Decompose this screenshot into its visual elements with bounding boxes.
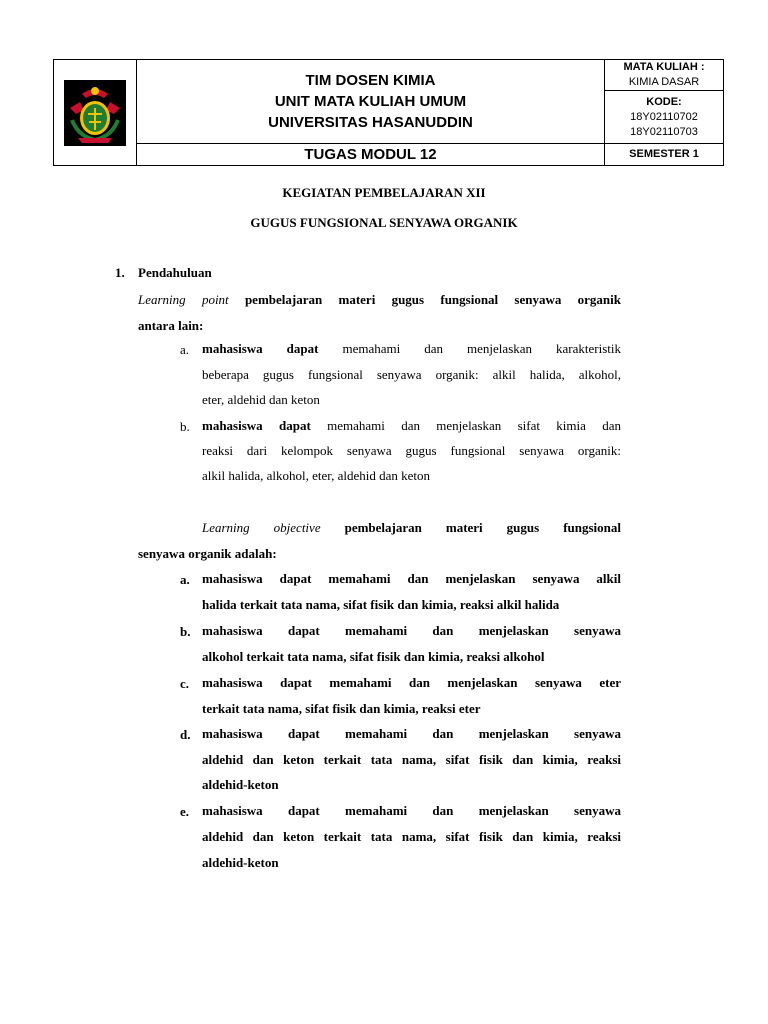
list-item-line: aldehid-keton bbox=[202, 855, 279, 870]
list-item-line: aldehid-keton bbox=[202, 777, 279, 792]
list-item-line: alkohol terkait tata nama, sifat fisik dan kimia, reaksi alkohol bbox=[202, 649, 545, 664]
learning-objective-text: pembelajaran materi gugus fungsional bbox=[344, 520, 621, 535]
section-title: Pendahuluan bbox=[138, 265, 212, 280]
list-item-line: mahasiswa dapat memahami dan menjelaskan senyawa bbox=[202, 726, 621, 741]
code-label: KODE: bbox=[646, 95, 682, 108]
list-marker: b. bbox=[180, 419, 190, 434]
learning-point-term: Learning point bbox=[138, 292, 229, 307]
list-item-line: aldehid dan keton terkait tata nama, sifat fisik dan kimia, reaksi bbox=[202, 752, 621, 767]
list-marker: d. bbox=[180, 727, 191, 742]
course-value: KIMIA DASAR bbox=[628, 76, 700, 88]
code-value: 18Y02110703 bbox=[630, 125, 698, 138]
activity-title: KEGIATAN PEMBELAJARAN XII bbox=[282, 185, 486, 200]
topic-title: GUGUS FUNGSIONAL SENYAWA ORGANIK bbox=[250, 215, 518, 230]
list-item-line bbox=[202, 336, 621, 361]
list-item-lead: mahasiswa dapat bbox=[202, 341, 319, 356]
code-value: 18Y02110702 bbox=[630, 110, 698, 123]
module-title: TUGAS MODUL 12 bbox=[137, 144, 605, 166]
list-item-line: mahasiswa dapat memahami dan menjelaskan senyawa bbox=[202, 623, 621, 638]
list-marker: a. bbox=[180, 572, 190, 587]
list-item-line: alkil halida, alkohol, eter, aldehid dan keton bbox=[202, 468, 430, 483]
list-item-line: halida terkait tata nama, sifat fisik dan kimia, reaksi alkil halida bbox=[202, 597, 560, 612]
list-item-line bbox=[202, 413, 621, 438]
learning-point-intro-cont: antara lain: bbox=[138, 318, 204, 333]
list-marker: e. bbox=[180, 804, 190, 819]
learning-point-intro bbox=[138, 287, 621, 312]
institution-line: UNIVERSITAS HASANUDDIN bbox=[268, 114, 473, 131]
list-item-line: beberapa gugus fungsional senyawa organik: alkil halida, alkohol, bbox=[202, 367, 621, 382]
list-item-line: terkait tata nama, sifat fisik dan kimia, reaksi eter bbox=[202, 701, 481, 716]
institution-line: TIM DOSEN KIMIA bbox=[305, 72, 436, 89]
list-item-lead: mahasiswa dapat bbox=[202, 418, 311, 433]
list-marker: a. bbox=[180, 342, 190, 357]
learning-objective-intro-cont: senyawa organik adalah: bbox=[138, 546, 277, 561]
section-number: 1. bbox=[115, 265, 125, 280]
course-label: MATA KULIAH : bbox=[623, 61, 705, 73]
learning-objective-term: Learning objective bbox=[202, 520, 321, 535]
list-item-line: mahasiswa dapat memahami dan menjelaskan senyawa bbox=[202, 803, 621, 818]
list-item-text: memahami dan menjelaskan karakteristik bbox=[342, 341, 622, 356]
institution-line: UNIT MATA KULIAH UMUM bbox=[274, 93, 467, 110]
list-item-text: memahami dan menjelaskan sifat kimia dan bbox=[327, 418, 622, 433]
list-item-line: mahasiswa dapat memahami dan menjelaskan senyawa alkil bbox=[202, 571, 621, 586]
list-item-line: aldehid dan keton terkait tata nama, sifat fisik dan kimia, reaksi bbox=[202, 829, 621, 844]
list-item-line: reaksi dari kelompok senyawa gugus fungsional senyawa organik: bbox=[202, 443, 621, 458]
list-item-line: mahasiswa dapat memahami dan menjelaskan senyawa eter bbox=[202, 675, 621, 690]
learning-point-text: pembelajaran materi gugus fungsional senyawa organik bbox=[244, 292, 621, 307]
learning-objective-intro bbox=[202, 515, 621, 540]
list-marker: c. bbox=[180, 676, 190, 691]
list-item-line: eter, aldehid dan keton bbox=[202, 392, 320, 407]
list-marker: b. bbox=[180, 624, 191, 639]
semester-label: SEMESTER 1 bbox=[605, 144, 724, 166]
